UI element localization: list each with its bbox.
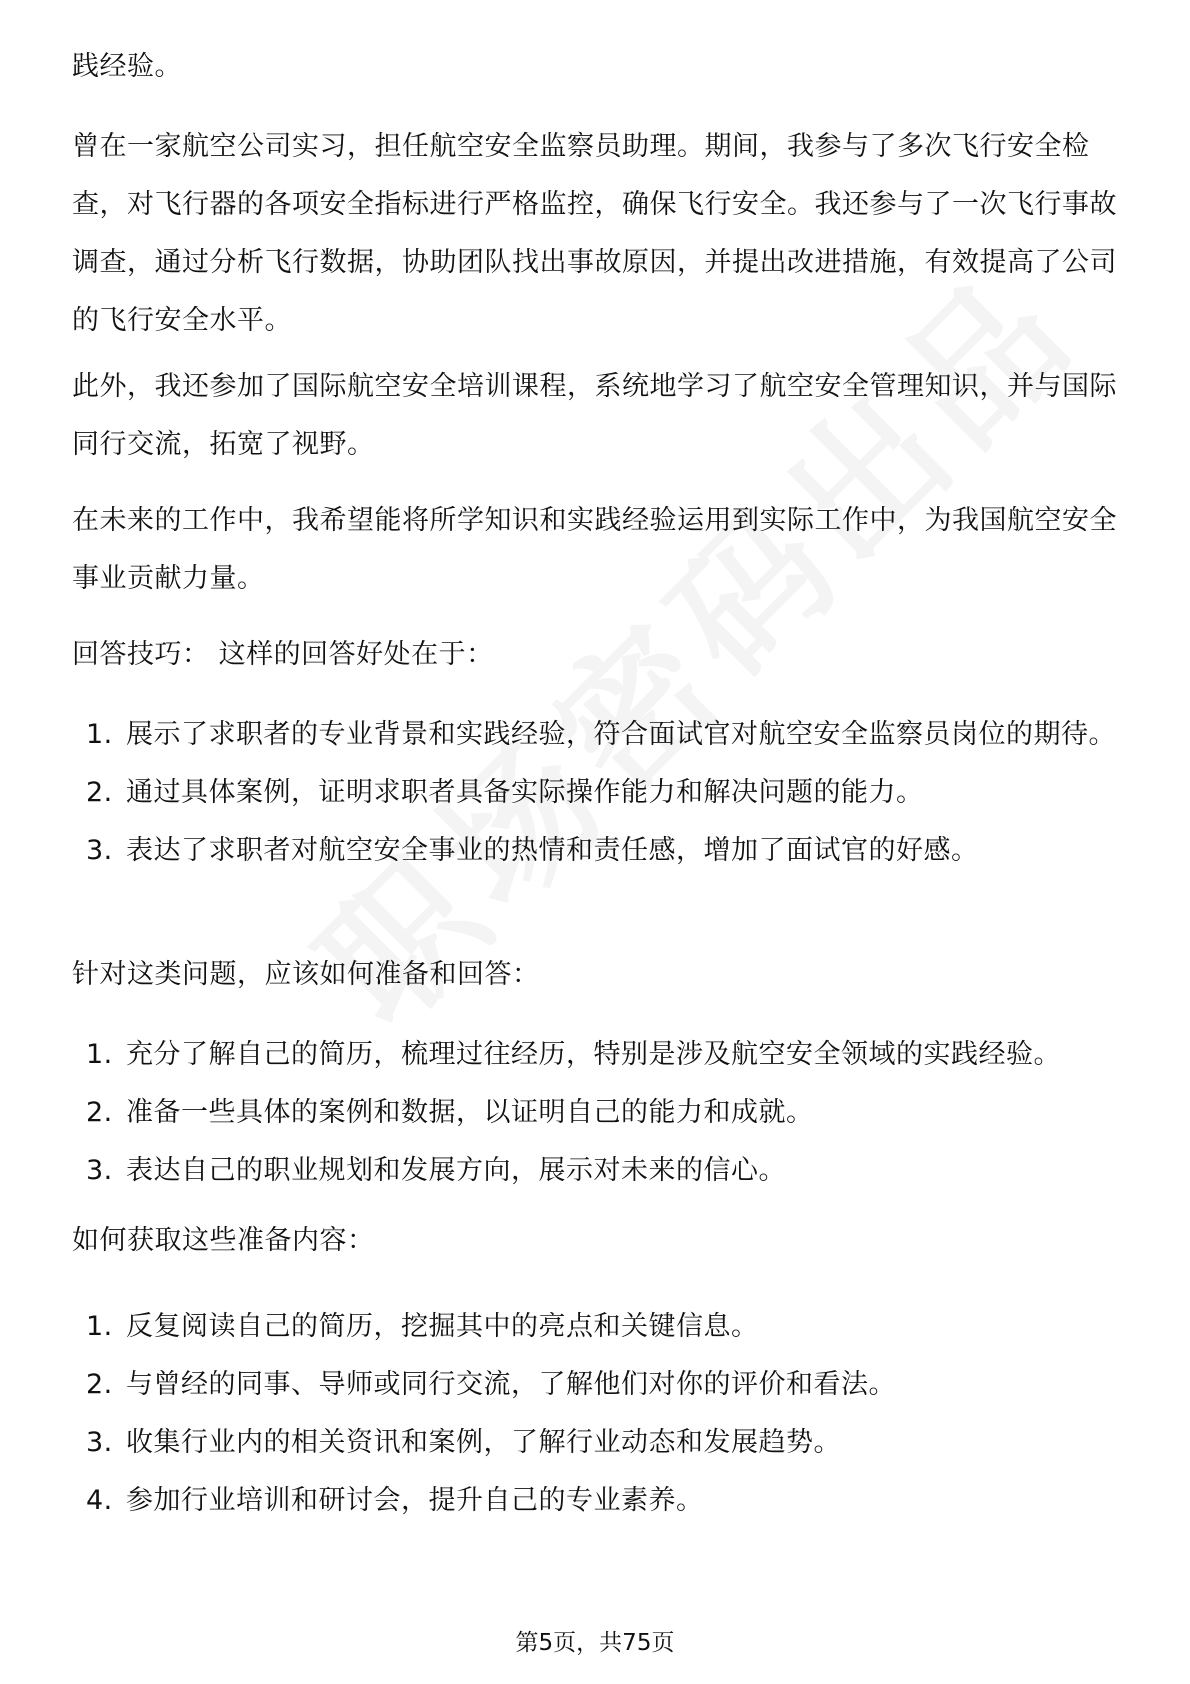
source-heading: 如何获取这些准备内容： <box>72 1225 375 1256</box>
list-number: 1. <box>86 1311 113 1342</box>
list-text: 充分了解自己的简历，梳理过往经历，特别是涉及航空安全领域的实践经验。 <box>126 1039 1061 1070</box>
prep-heading: 针对这类问题，应该如何准备和回答： <box>72 959 540 990</box>
paragraph-future: 在未来的工作中，我希望能将所学知识和实践经验运用到实际工作中，为我国航空安全事业贡献力量。 <box>72 505 1117 594</box>
list-item <box>72 1298 1118 1356</box>
list-item <box>72 1356 1118 1414</box>
list-text: 收集行业内的相关资讯和案例，了解行业动态和发展趋势。 <box>126 1427 841 1458</box>
list-item <box>72 1414 1118 1472</box>
list-number: 3. <box>86 835 113 866</box>
list-number: 2. <box>86 1369 113 1400</box>
list-text: 与曾经的同事、导师或同行交流，了解他们对你的评价和看法。 <box>126 1369 896 1400</box>
list-text: 反复阅读自己的简历，挖掘其中的亮点和关键信息。 <box>126 1311 759 1342</box>
list-item <box>72 1142 1118 1200</box>
list-number: 1. <box>86 1039 113 1070</box>
list-number: 4. <box>86 1485 113 1516</box>
list-text: 表达自己的职业规划和发展方向，展示对未来的信心。 <box>126 1155 786 1186</box>
source-list <box>72 1298 1118 1530</box>
list-number: 3. <box>86 1155 113 1186</box>
tips-list <box>72 706 1118 880</box>
list-text: 展示了求职者的专业背景和实践经验，符合面试官对航空安全监察员岗位的期待。 <box>126 719 1116 750</box>
list-number: 1. <box>86 719 113 750</box>
paragraph-training: 此外，我还参加了国际航空安全培训课程，系统地学习了航空安全管理知识，并与国际同行交流，拓宽了视野。 <box>72 371 1117 460</box>
list-item <box>72 822 1118 880</box>
list-text: 准备一些具体的案例和数据，以证明自己的能力和成就。 <box>126 1097 814 1128</box>
tips-heading: 回答技巧： 这样的回答好处在于： <box>72 639 494 670</box>
paragraph-intro-tail: 践经验。 <box>72 51 182 82</box>
list-text: 参加行业培训和研讨会，提升自己的专业素养。 <box>126 1485 704 1516</box>
list-item <box>72 764 1118 822</box>
list-number: 2. <box>86 1097 113 1128</box>
list-item <box>72 706 1118 764</box>
list-item <box>72 1026 1118 1084</box>
prep-list <box>72 1026 1118 1200</box>
list-number: 3. <box>86 1427 113 1458</box>
list-item <box>72 1472 1118 1530</box>
list-item <box>72 1084 1118 1142</box>
paragraph-internship: 曾在一家航空公司实习，担任航空安全监察员助理。期间，我参与了多次飞行安全检查，对飞行器的各项安全指标进行严格监控，确保飞行安全。我还参与了一次飞行事故调查，通过分析飞行数据，协助团队找出事故原因，并提出改进措施，有效提高了公司的飞行安全水平。 <box>72 131 1117 336</box>
list-text: 表达了求职者对航空安全事业的热情和责任感，增加了面试官的好感。 <box>126 835 979 866</box>
list-text: 通过具体案例，证明求职者具备实际操作能力和解决问题的能力。 <box>126 777 924 808</box>
page-number-footer: 第5页，共75页 <box>515 1630 675 1656</box>
list-number: 2. <box>86 777 113 808</box>
